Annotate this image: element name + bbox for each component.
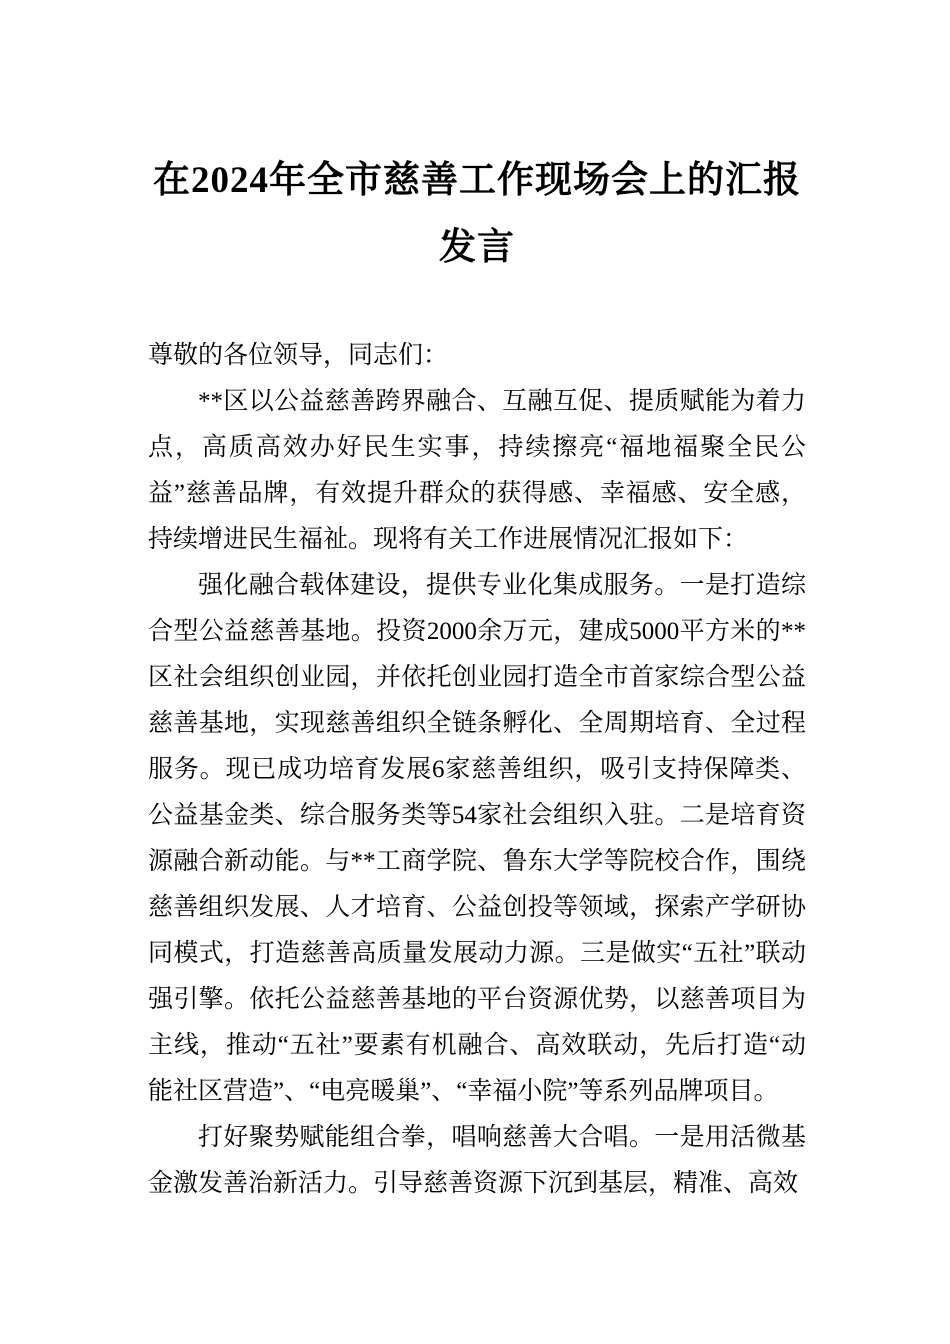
document-body xyxy=(148,333,806,1207)
paragraph-section-1: 强化融合载体建设，提供专业化集成服务。一是打造综合型公益慈善基地。投资2000余万元，建成5000平方米的**区社会组织创业园，并依托创业园打造全市首家综合型公益慈善基地，实现慈善组织全链条孵化、全周期培育、全过程服务。现已成功培育发展6家慈善组织，吸引支持保障类、公益基金类、综合服务类等54家社会组织入驻。二是培育资源融合新动能。与**工商学院、鲁东大学等院校合作，围绕慈善组织发展、人才培育、公益创投等领域，探索产学研协同模式，打造慈善高质量发展动力源。三是做实“五社”联动强引擎。依托公益慈善基地的平台资源优势，以慈善项目为主线，推动“五社”要素有机融合、高效联动，先后打造“动能社区营造”、“电亮暖巢”、“幸福小院”等系列品牌项目。 xyxy=(148,572,806,1106)
paragraph-section-2: 打好聚势赋能组合拳，唱响慈善大合唱。一是用活微基金激发善治新活力。引导慈善资源下沉到基层，精准、高效 xyxy=(148,1124,806,1198)
document-title: 在2024年全市慈善工作现场会上的汇报发言 xyxy=(153,160,801,268)
paragraph-intro: **区以公益慈善跨界融合、互融互促、提质赋能为着力点，高质高效办好民生实事，持续擦亮“福地福聚全民公益”慈善品牌，有效提升群众的获得感、幸福感、安全感，持续增进民生福祉。现将有关工作进展情况汇报如下： xyxy=(148,388,806,554)
paragraph-salutation: 尊敬的各位领导，同志们： xyxy=(148,342,449,370)
